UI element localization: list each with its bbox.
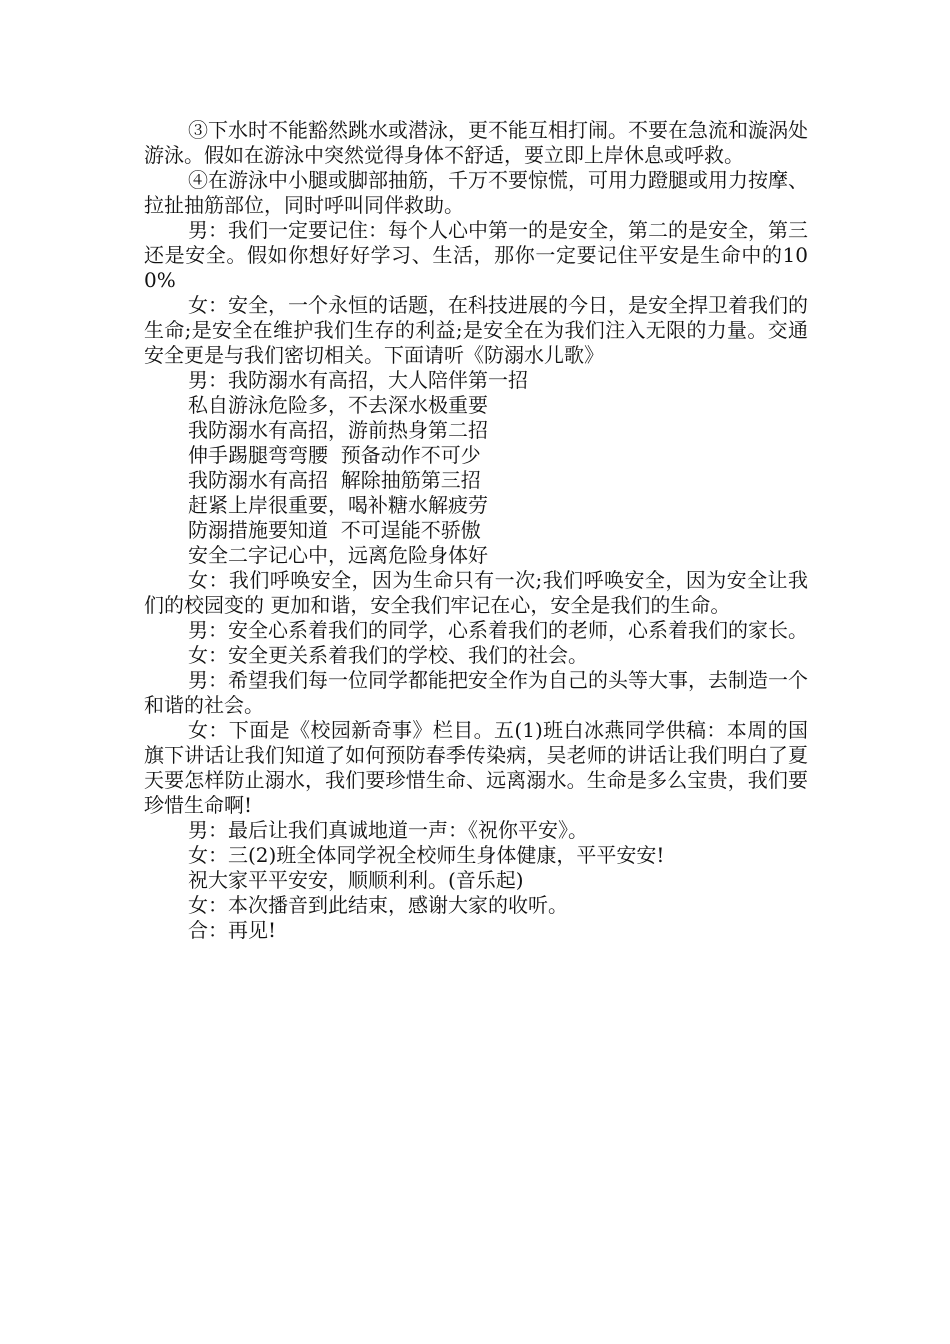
paragraph-closing: 女：本次播音到此结束，感谢大家的收听。 [188, 893, 568, 917]
paragraph-closing: 男：希望我们每一位同学都能把安全作为自己的头等大事，去制造一个和谐的社会。 [144, 668, 808, 717]
poem-line: 我防溺水有高招 解除抽筋第三招 [188, 468, 481, 492]
document-body [144, 118, 808, 943]
poem-line: 我防溺水有高招，游前热身第二招 [188, 418, 488, 442]
paragraph-closing: 合：再见! [188, 918, 277, 942]
paragraph-swimming-rule-3: ③下水时不能豁然跳水或潜泳，更不能互相打闹。不要在急流和漩涡处游泳。假如在游泳中突然觉得身体不舒适，要立即上岸休息或呼救。 [144, 118, 808, 167]
poem-line: 私自游泳危险多，不去深水极重要 [188, 393, 488, 417]
paragraph-closing: 女：三(2)班全体同学祝全校师生身体健康，平平安安! [188, 843, 665, 867]
poem-line: 防溺措施要知道 不可逞能不骄傲 [188, 518, 481, 542]
paragraph-closing: 男：最后让我们真诚地道一声：《祝你平安》。 [188, 818, 588, 842]
paragraph-closing: 女：安全更关系着我们的学校、我们的社会。 [188, 643, 588, 667]
poem-line: 男：我防溺水有高招，大人陪伴第一招 [188, 368, 528, 392]
paragraph-female-safety-topic: 女：安全，一个永恒的话题，在科技进展的今日，是安全捍卫着我们的生命;是安全在维护我们生存的利益;是安全在为我们注入无限的力量。交通安全更是与我们密切相关。下面请听《防溺水儿歌》 [144, 293, 808, 367]
paragraph-swimming-rule-4: ④在游泳中小腿或脚部抽筋，千万不要惊慌，可用力蹬腿或用力按摩、拉扯抽筋部位，同时呼叫同伴救助。 [144, 168, 808, 217]
poem-line: 赶紧上岸很重要，喝补糖水解疲劳 [188, 493, 488, 517]
paragraph-closing: 祝大家平平安安，顺顺利利。(音乐起) [188, 868, 524, 892]
poem-line: 伸手踢腿弯弯腰 预备动作不可少 [188, 443, 481, 467]
paragraph-closing: 男：安全心系着我们的同学，心系着我们的老师，心系着我们的家长。 [188, 618, 808, 642]
paragraph-closing: 女：我们呼唤安全，因为生命只有一次;我们呼唤安全，因为安全让我们的校园变的 更加和谐，安全我们牢记在心，安全是我们的生命。 [144, 568, 808, 617]
paragraph-male-safety-first: 男：我们一定要记住：每个人心中第一的是安全，第二的是安全，第三还是安全。假如你想好好学习、生活，那你一定要记住平安是生命中的100% [144, 218, 808, 292]
poem-block [144, 368, 808, 568]
poem-line: 安全二字记心中，远离危险身体好 [188, 543, 488, 567]
paragraph-closing: 女：下面是《校园新奇事》栏目。五(1)班白冰燕同学供稿：本周的国旗下讲话让我们知道了如何预防春季传染病，吴老师的讲话让我们明白了夏天要怎样防止溺水，我们要珍惜生命、远离溺水。生命是多么宝贵，我们要珍惜生命啊! [144, 718, 808, 817]
